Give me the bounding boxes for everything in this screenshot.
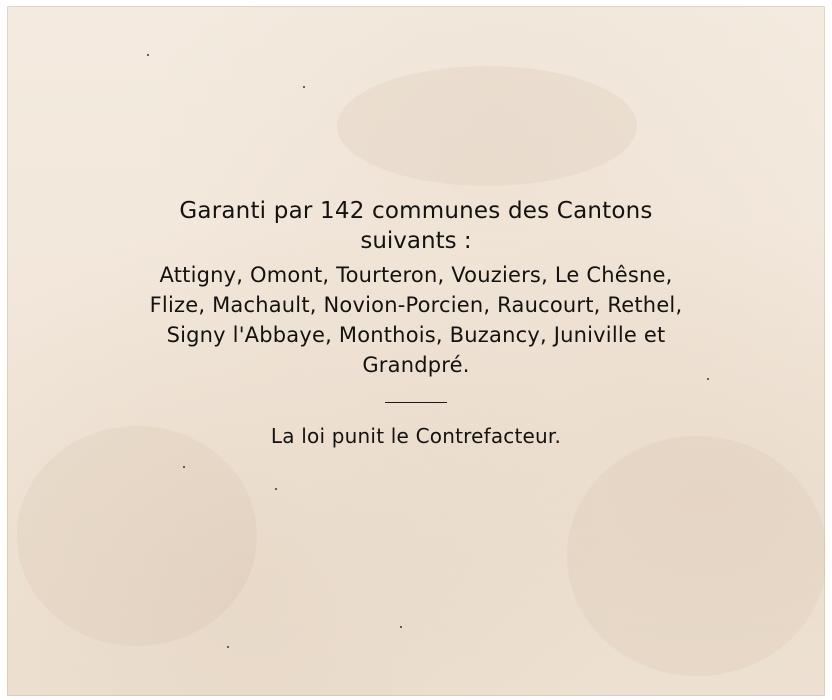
ink-speck xyxy=(275,488,277,490)
banknote-reverse xyxy=(7,6,825,696)
guarantee-text-block xyxy=(67,196,765,449)
ink-speck xyxy=(183,466,185,468)
cantons-line: Grandpré. xyxy=(362,353,470,377)
law-notice: La loi punit le Contrefacteur. xyxy=(270,424,562,448)
cantons-line: Signy l'Abbaye, Monthois, Buzancy, Juniville et xyxy=(166,323,666,347)
cantons-line: Attigny, Omont, Tourteron, Vouziers, Le Chêsne, xyxy=(159,263,673,287)
guarantee-heading-continued: suivants : xyxy=(360,228,472,254)
ink-speck xyxy=(400,626,402,628)
divider-rule xyxy=(385,402,447,403)
stain xyxy=(567,436,825,676)
stain xyxy=(337,66,637,186)
ink-speck xyxy=(303,86,305,88)
guarantee-heading: Garanti par 142 communes des Cantons xyxy=(179,198,653,224)
stain xyxy=(17,426,257,646)
cantons-line: Flize, Machault, Novion-Porcien, Raucourt, Rethel, xyxy=(149,293,683,317)
ink-speck xyxy=(147,54,149,56)
ink-speck xyxy=(227,646,229,648)
